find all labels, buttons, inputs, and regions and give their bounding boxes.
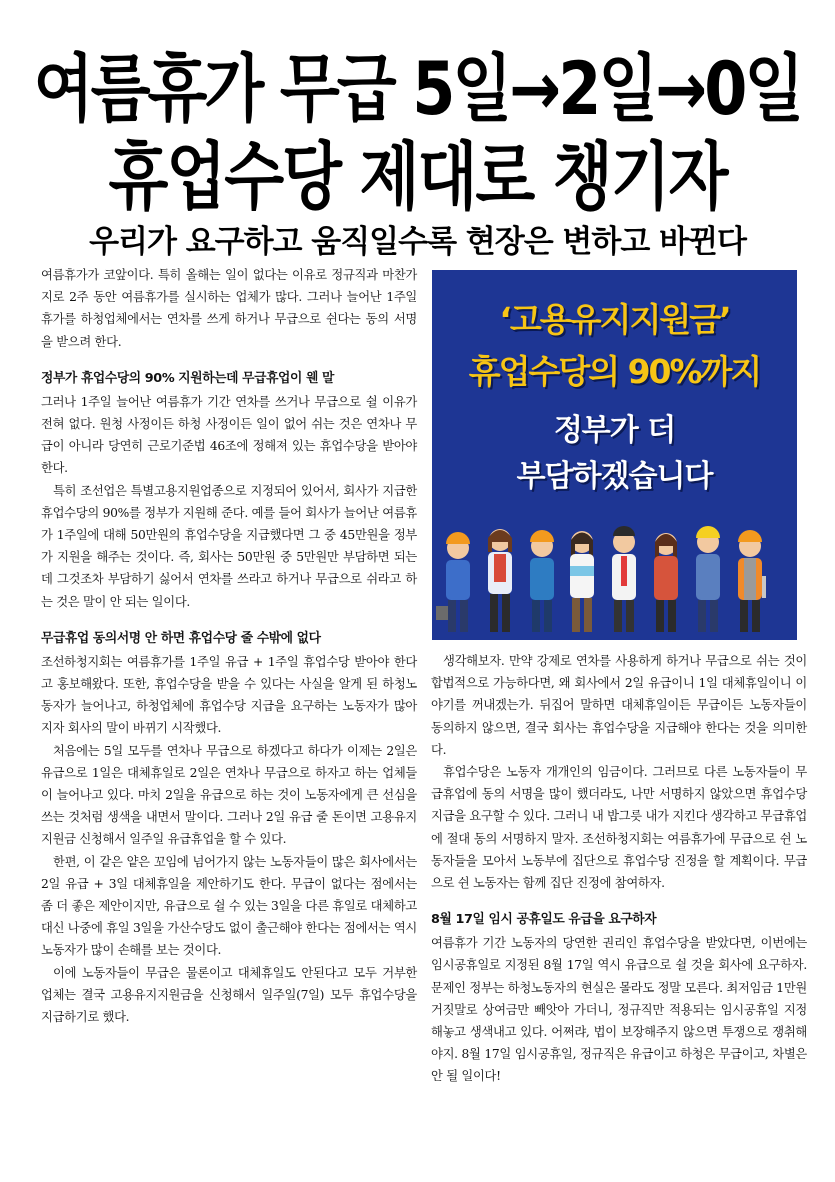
worker-figure bbox=[612, 526, 636, 632]
paragraph: 조선하청지회는 여름휴가를 1주일 유급 + 1주일 휴업수당 받아야 한다고 홍보해왔다. 또한, 휴업수당을 받을 수 있다는 사실을 알게 된 하청노동자가 늘어나고, 하청업체에 휴업수당 지급을 요구하는 노동자가 많아지자 회사의 말이 바뀌기 시작했다. bbox=[41, 654, 417, 736]
headline-line-2: 휴업수당 제대로 챙기자 bbox=[108, 133, 727, 220]
worker-figure bbox=[570, 531, 594, 632]
poster-line-2: 휴업수당의 90%까지 bbox=[468, 352, 761, 391]
poster-line-4: 부담하겠습니다 bbox=[516, 459, 713, 494]
poster-line-3: 정부가 더 bbox=[553, 413, 676, 448]
paragraph: 여름휴가 기간 노동자의 당연한 권리인 휴업수당을 받았다면, 이번에는 임시공휴일로 지정된 8월 17일 역시 유급으로 쉴 것을 회사에 요구하자. 문제인 정부는 하청노동자의 현실은 몰라도 정말 모른다. 최저임금 1만원 거짓말로 상여금만 빼앗아 가더니, 정규직만 적용되는 임시공휴일 지정해놓고 생색내고 있다. 어쩌랴, 법이 보장해주지 않으면 투쟁으로 쟁취해야지. 8월 17일 임시공휴일, 정규직은 유급이고 하청은 무급이고, 차별은 안 될 일이다! bbox=[431, 936, 807, 1084]
paragraph: 이에 노동자들이 무급은 물론이고 대체휴일도 안된다고 모두 거부한 업체는 결국 고용유지지원금을 신청해서 일주일(7일) 모두 휴업수당을 지급하기로 했다. bbox=[41, 965, 417, 1025]
right-column bbox=[431, 650, 807, 1088]
worker-figure bbox=[696, 526, 720, 632]
worker-figure bbox=[488, 529, 512, 632]
paragraph: 생각해보자. 만약 강제로 연차를 사용하게 하거나 무급으로 쉬는 것이 합법적으로 가능하다면, 왜 회사에서 2일 유급이니 1일 대체휴일이니 이야기를 꺼내겠는가. 뒤집어 말하면 대체휴일이든 무급이든 노동자들이 동의하지 않으면, 결국 회사는 휴업수당을 지급해야 한다는 것을 의미한다. bbox=[431, 654, 807, 757]
paragraph: 처음에는 5일 모두를 연차나 무급으로 하겠다고 하다가 이제는 2일은 유급으로 1일은 대체휴일로 2일은 연차나 무급으로 하자고 하는 업체들이 늘어나고 있다. 마치 2일을 유급으로 하는 것이 노동자에게 큰 선심을 쓰는 것처럼 생색을 내면서 말이다. 그러나 2일 유급 줄 돈이면 고용유지지원금 신청해서 일주일 유급휴업을 할 수 있다. bbox=[41, 743, 417, 847]
headline-line-1: 여름휴가 무급 5일→2일→0일 bbox=[33, 45, 802, 132]
poster-line-1: ‘고용유지지원금’ bbox=[499, 300, 730, 339]
poster-image bbox=[432, 270, 797, 640]
worker-figure bbox=[436, 532, 470, 632]
workers-group-icon bbox=[432, 506, 797, 640]
worker-figure bbox=[530, 530, 554, 632]
paragraph: 한편, 이 같은 얕은 꼬임에 넘어가지 않는 노동자들이 많은 회사에서는 2일 유급 + 3일 대체휴일을 제안하기도 한다. 무급이 없다는 점에서는 좀 더 좋은 제안이지만, 유급으로 쉴 수 있는 3일을 다른 휴일로 대체하고 대신 나중에 휴일 3일을 가산수당도 없이 출근해야 한다는 점에서는 역시 노동자가 많이 손해를 보는 것이다. bbox=[41, 854, 417, 958]
section-heading-3: 8월 17일 임시 공휴일도 유급을 요구하자 bbox=[431, 912, 657, 928]
worker-figure bbox=[738, 530, 766, 632]
worker-figure bbox=[654, 533, 678, 632]
section-heading-1: 정부가 휴업수당의 90% 지원하는데 무급휴업이 웬 말 bbox=[41, 370, 334, 386]
intro-paragraph: 여름휴가가 코앞이다. 특히 올해는 일이 없다는 이유로 정규직과 마찬가지로 2주 동안 여름휴가를 실시하는 업체가 많다. 그러나 늘어난 1주일 휴가를 하청업체에서는 연차를 쓰게 하거나 무급으로 쉰다는 동의 서명을 받으려 한다. bbox=[41, 268, 417, 349]
section-heading-2: 무급휴업 동의서명 안 하면 휴업수당 줄 수밖에 없다 bbox=[41, 630, 321, 646]
paragraph: 휴업수당은 노동자 개개인의 임금이다. 그러므로 다른 노동자들이 무급휴업에 동의 서명을 많이 했더라도, 나만 서명하지 않았으면 휴업수당 지급을 요구할 수 있다. 그러니 내 밥그릇 내가 지킨다 생각하고 무급휴업에 절대 동의 서명하지 말자. 조선하청지회는 여름휴가에 무급으로 쉰 노동자들을 모아서 노동부에 집단으로 휴업수당 진정을 할 계획이다. 무급으로 쉰 노동자는 함께 집단 진정에 참여하자. bbox=[431, 765, 807, 891]
left-column bbox=[41, 264, 417, 1028]
subtitle: 우리가 요구하고 움직일수록 현장은 변하고 바뀐다 bbox=[89, 224, 746, 260]
paragraph: 그러나 1주일 늘어난 여름휴가 기간 연차를 쓰거나 무급으로 쉴 이유가 전혀 없다. 원청 사정이든 하청 사정이든 일이 없어 쉬는 것은 연차나 무급이 아니라 당연히 근로기준법 46조에 정해져 있는 휴업수당을 받아야 한다. bbox=[41, 394, 417, 476]
paragraph: 특히 조선업은 특별고용지원업종으로 지정되어 있어서, 회사가 지급한 휴업수당의 90%를 정부가 지원해 준다. 예를 들어 회사가 늘어난 여름휴가 1주일에 대해 50만원의 휴업수당을 지급했다면 그 중 45만원을 정부가 지원을 해주는 것이다. 즉, 회사는 50만원 중 5만원만 부담하면 되는데 그것조차 부담하기 싫어서 연차를 쓰라고 하거나 무급으로 쉬라고 하는 것은 말이 안 되는 일이다. bbox=[41, 483, 417, 609]
